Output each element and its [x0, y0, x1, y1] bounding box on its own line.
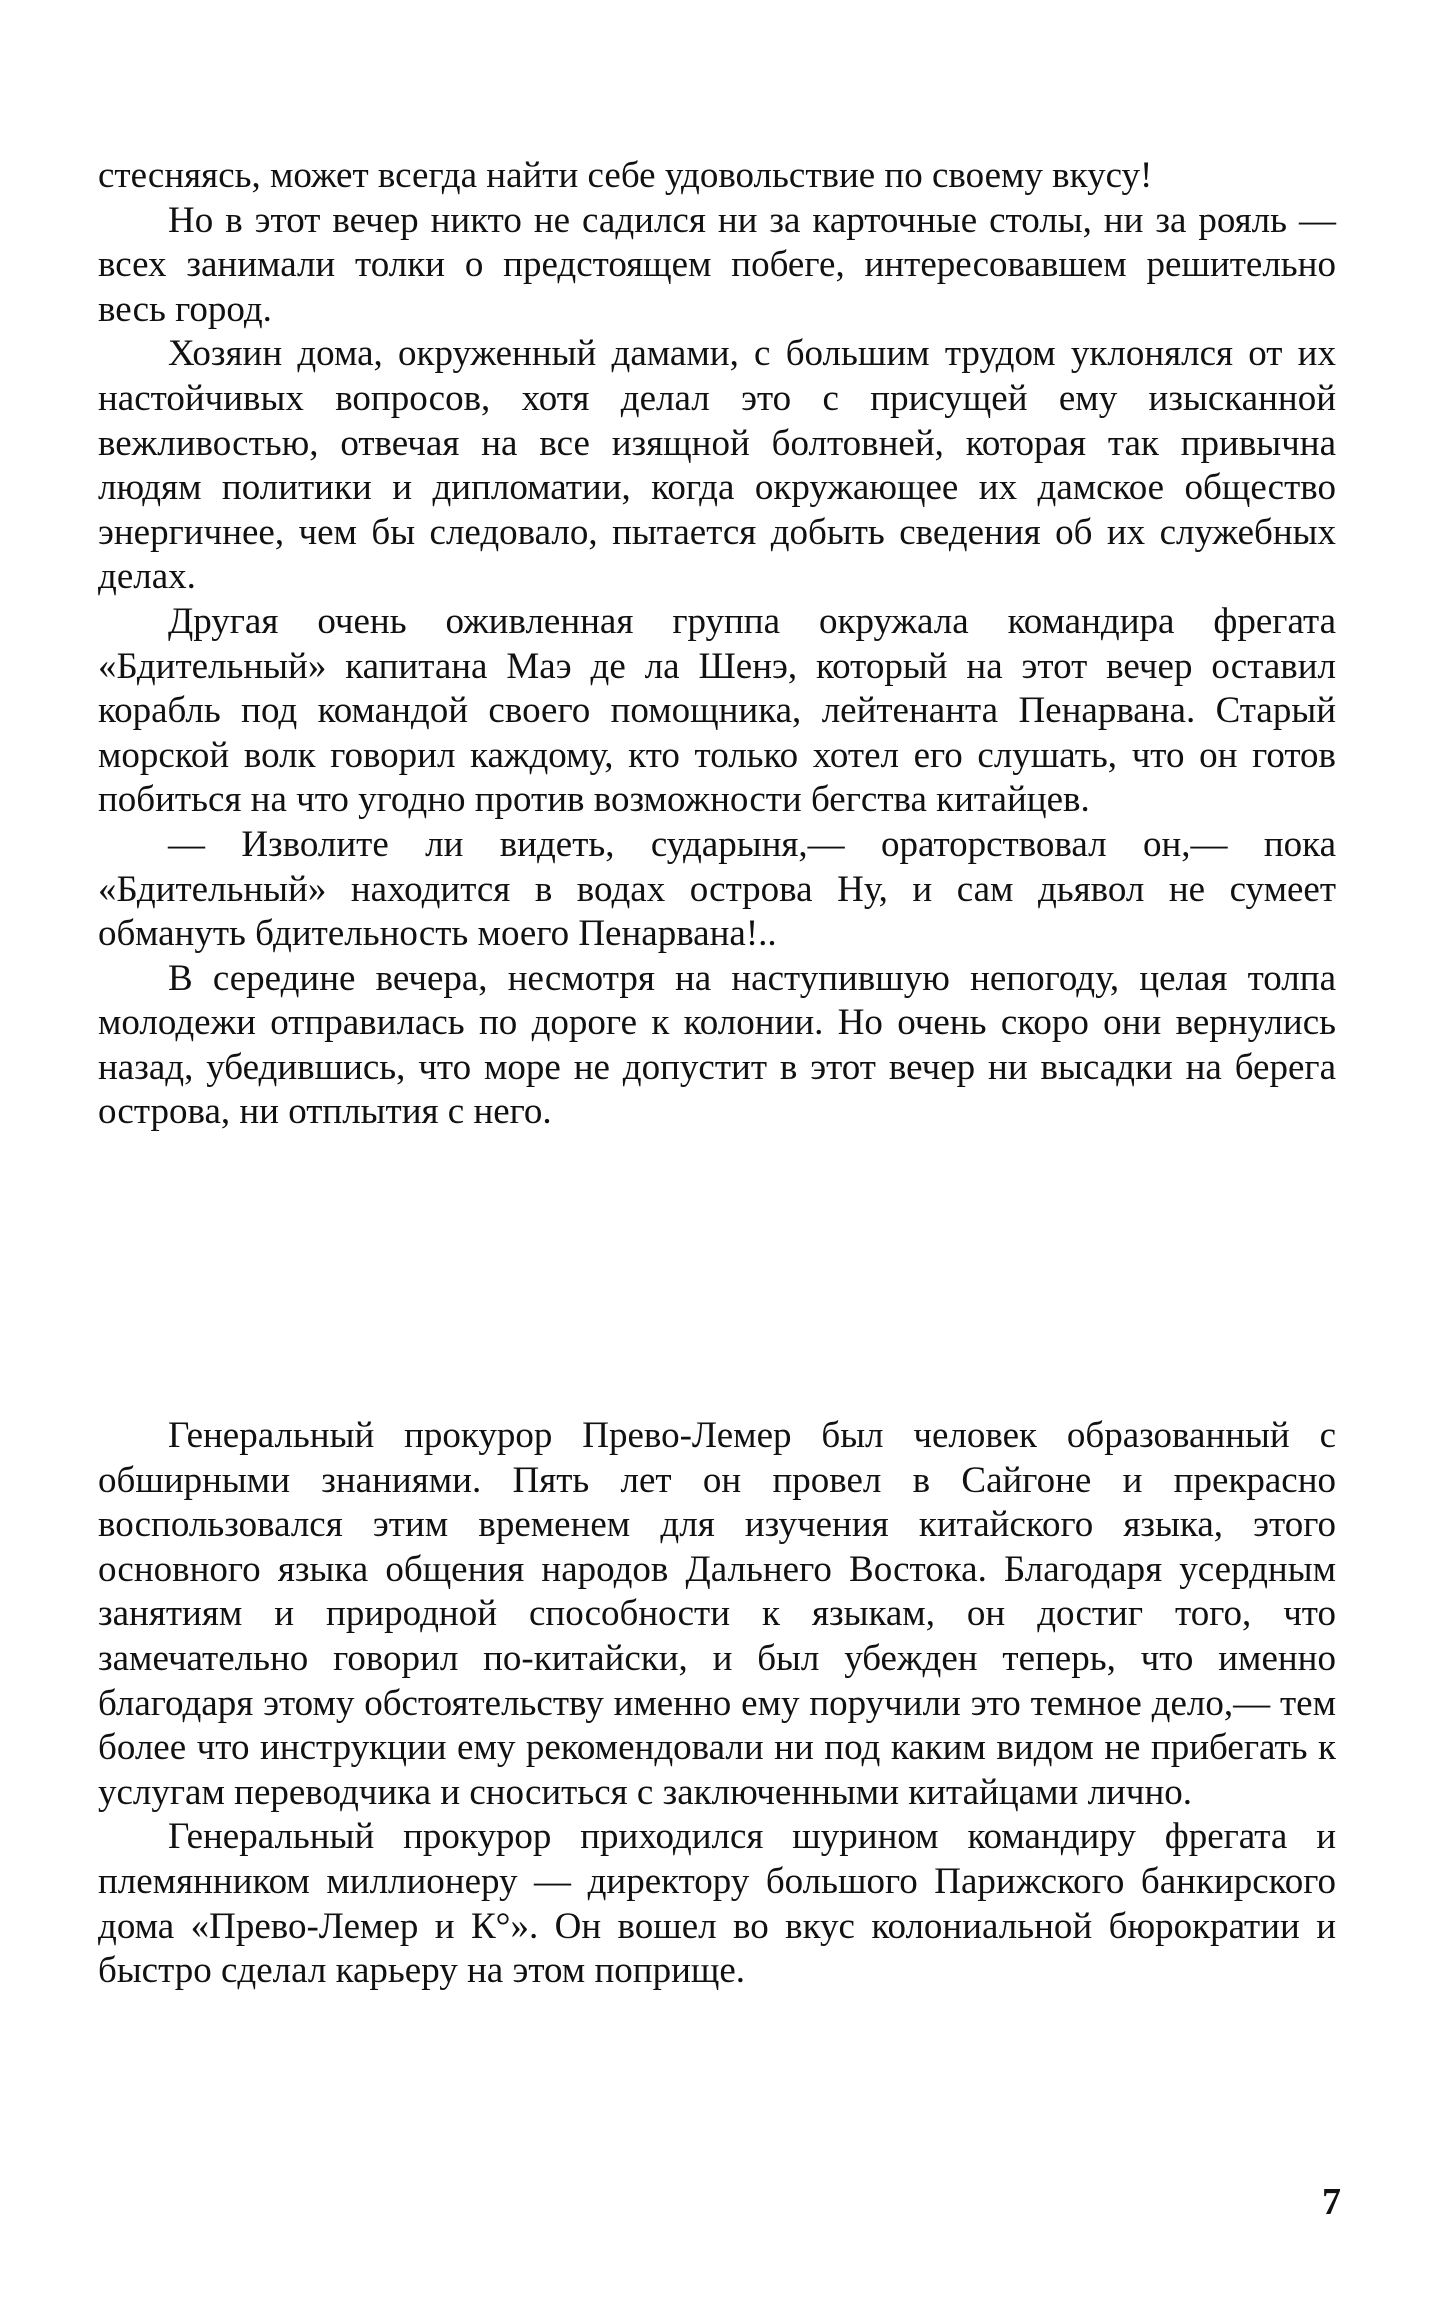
- paragraph: Но в этот вечер никто не садился ни за карточные столы, ни за рояль — всех занимали толки о предстоящем побеге, интересовавшем решительно весь город.: [98, 199, 1336, 330]
- paragraph: В середине вечера, несмотря на наступившую непогоду, целая толпа молодежи отправилась по дороге к колонии. Но очень скоро они вернулись назад, убедившись, что море не допустит в этот вечер ни высадки на берега острова, ни отплытия с него.: [98, 957, 1336, 1133]
- paragraph: Генеральный прокурор Прево-Лемер был человек образованный с обширными знаниями. Пять лет он провел в Сайгоне и прекрасно воспользовался этим временем для изучения китайского языка, этого основного языка общения народов Дальнего Востока. Благодаря усердным занятиям и природной способности к языкам, он достиг того, что замечательно говорил по-китайски, и был убежден теперь, что именно благодаря этому обстоятельству именно ему поручили это темное дело,— тем более что инструкции ему рекомендовали ни под каким видом не прибегать к услугам переводчика и сноситься с заключенными китайцами лично.: [98, 1415, 1336, 1813]
- paragraph: Другая очень оживленная группа окружала командира фрегата «Бдительный» капитана Маэ де ла Шенэ, который на этот вечер оставил корабль под командой своего помощника, лейтенанта Пенарвана. Старый морской волк говорил каждому, кто только хотел его слушать, что он готов побиться на что угодно против возможности бегства китайцев.: [98, 600, 1336, 821]
- paragraph: стесняясь, может всегда найти себе удовольствие по своему вкусу!: [98, 155, 1153, 196]
- paragraph: Генеральный прокурор приходился шурином командиру фрегата и племянником миллионеру — директору большого Парижского банкирского дома «Прево-Лемер и К°». Он вошел во вкус колониальной бюрократии и быстро сделал карьеру на этом поприще.: [98, 1816, 1336, 1992]
- paragraph: Хозяин дома, окруженный дамами, с большим трудом уклонялся от их настойчивых вопросов, хотя делал это с присущей ему изысканной вежливостью, отвечая на все изящной болтовней, которая так привычна людям политики и дипломатии, когда окружающее их дамское общество энергичнее, чем бы следовало, пытается добыть сведения об их служебных делах.: [98, 333, 1336, 598]
- text-section-top: [98, 154, 1336, 1135]
- text-section-bottom: [98, 1414, 1336, 1994]
- dialogue-paragraph: — Изволите ли видеть, сударыня,— ораторствовал он,— пока «Бдительный» находится в водах острова Ну, и сам дьявол не сумеет обмануть бдительность моего Пенарвана!..: [98, 823, 1336, 955]
- page-number: 7: [1322, 2181, 1341, 2223]
